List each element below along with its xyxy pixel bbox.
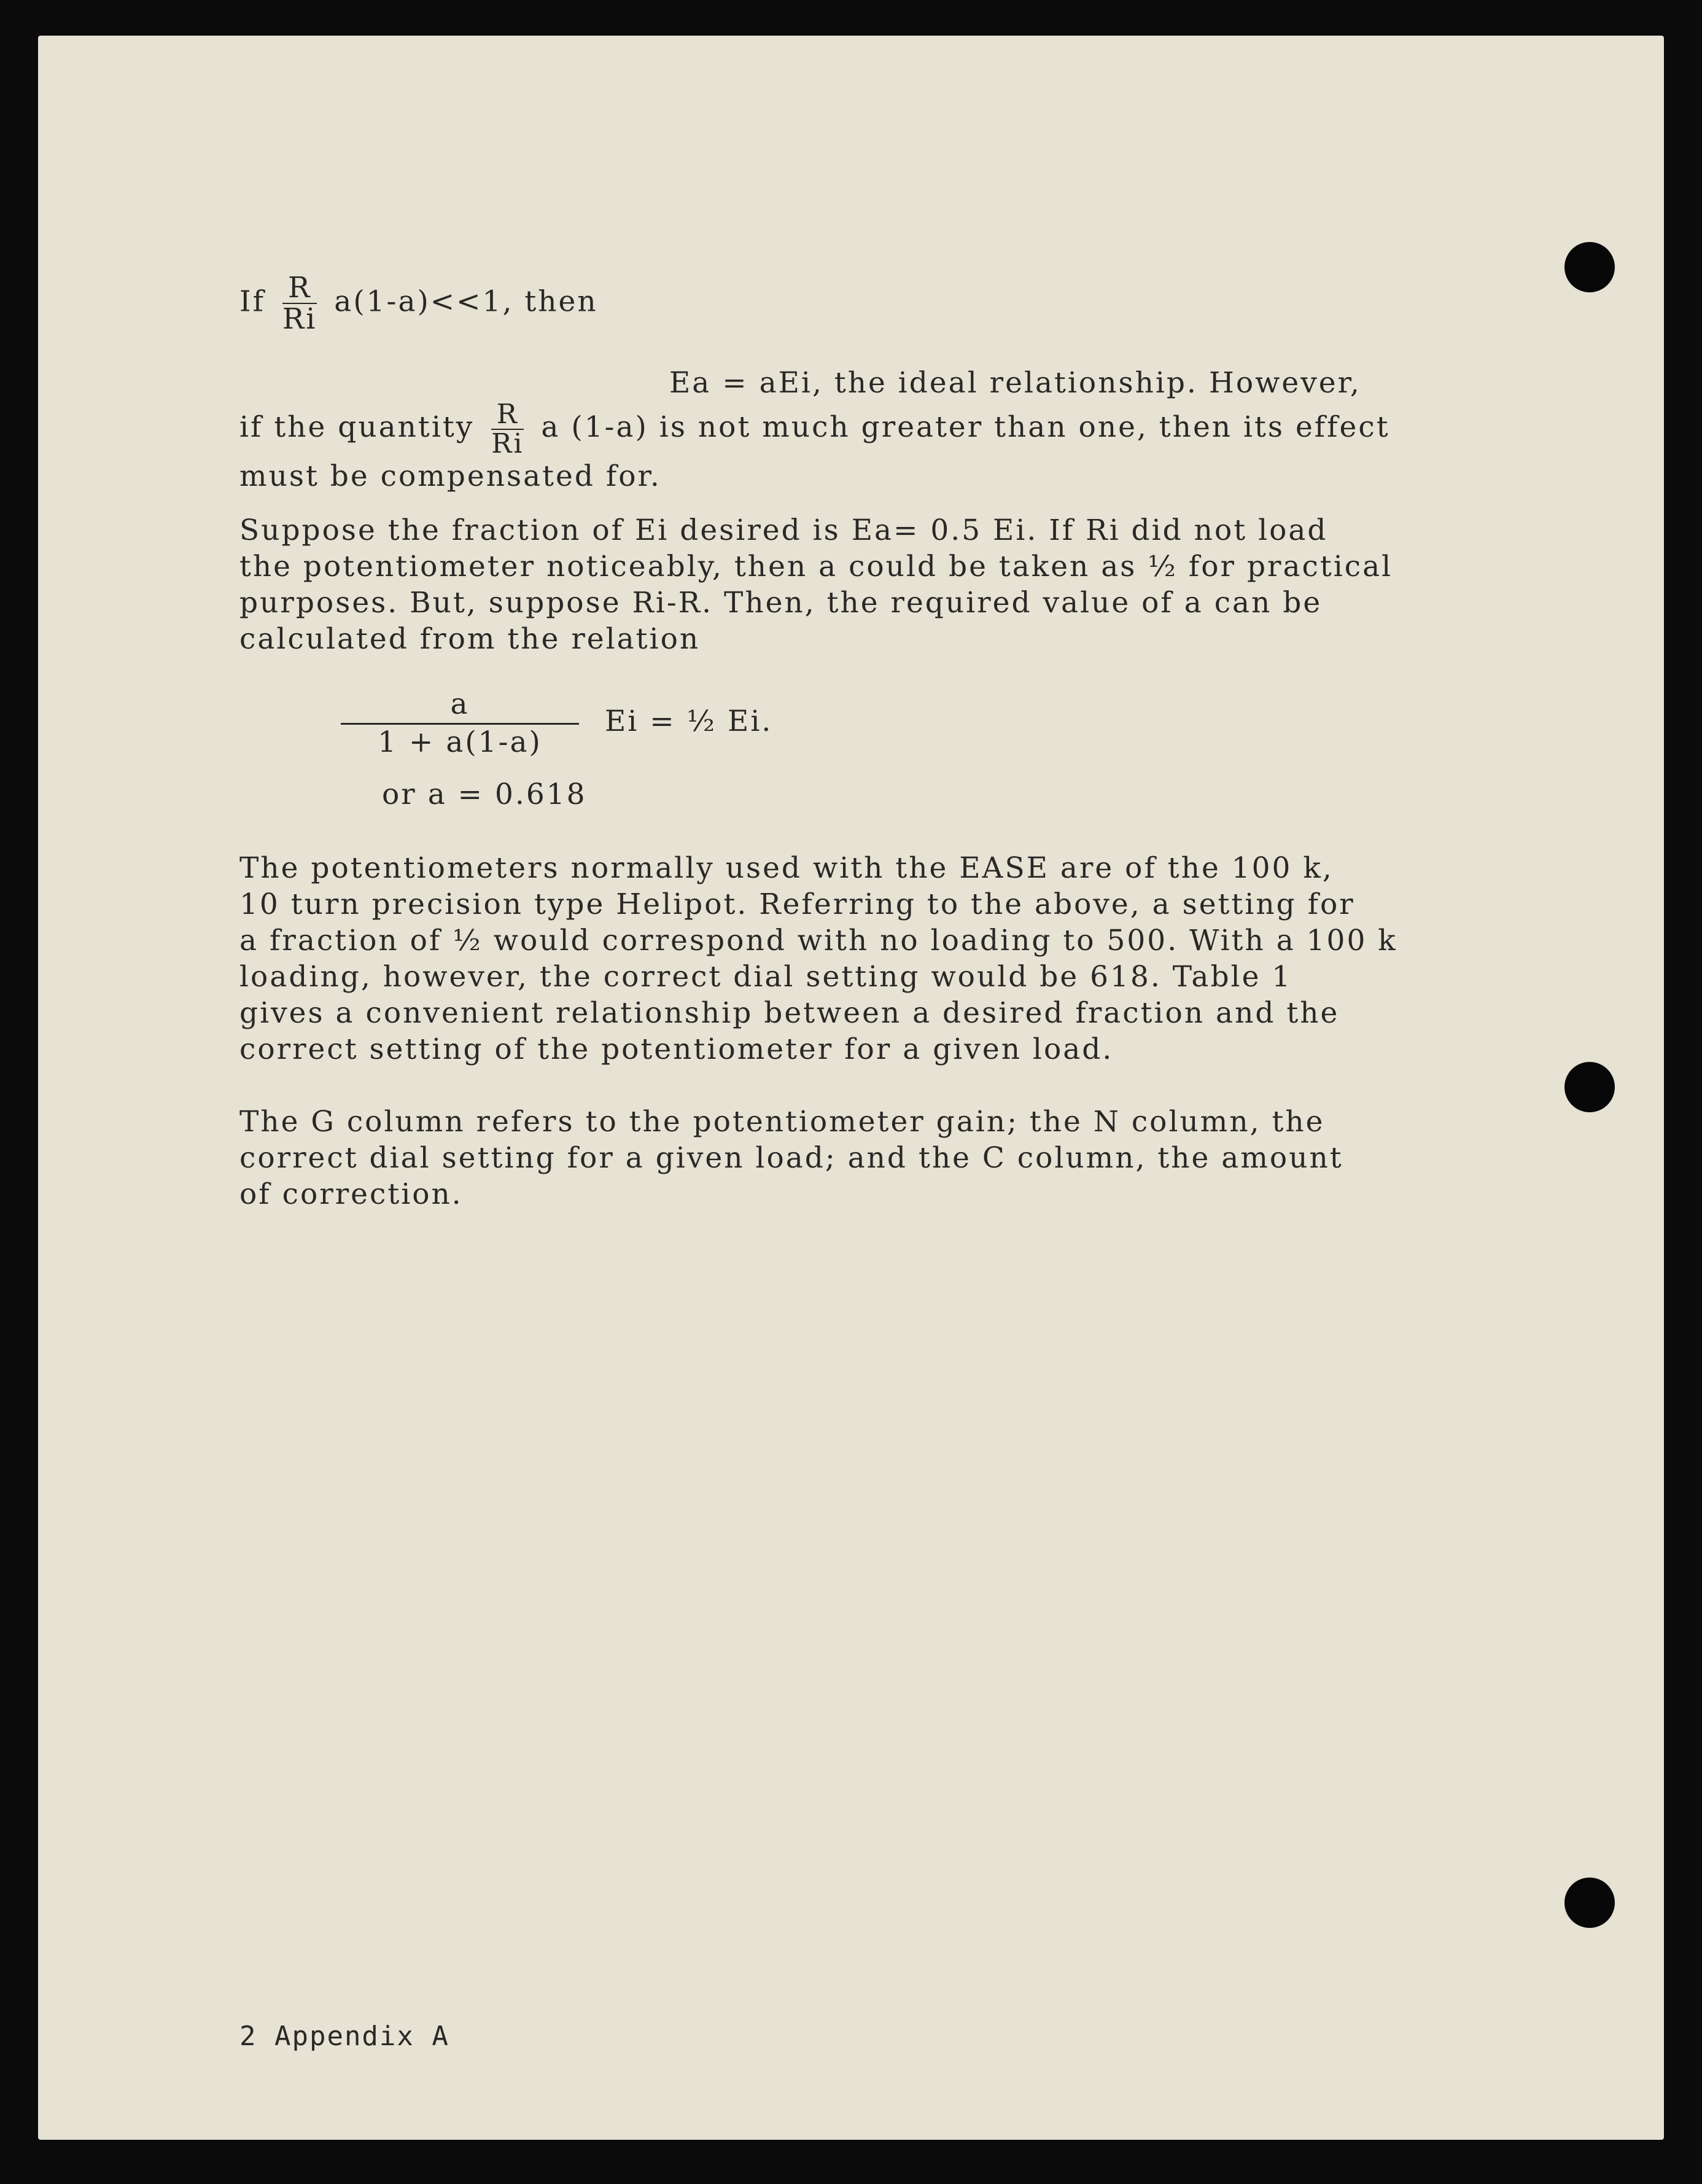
binder-hole-bottom	[1564, 1878, 1615, 1928]
paragraph-fraction	[239, 512, 1424, 657]
condition-relation: <<1, then	[430, 284, 598, 319]
text-line: Suppose the fraction of Ei desired is Ea= 0.5 Ei. If Ri did not load	[239, 513, 1328, 547]
text-line: purposes. But, suppose Ri-R. Then, the required value of a can be	[239, 586, 1323, 620]
text-segment: if the quantity	[239, 410, 475, 445]
text-line: calculated from the relation	[239, 622, 701, 656]
text-line	[239, 400, 1424, 458]
equation-fraction	[341, 689, 579, 758]
equation-numerator: a	[341, 689, 579, 725]
text-line: correct setting of the potentiometer for a given load.	[239, 1032, 1114, 1066]
equation-rhs: Ei = ½ Ei.	[604, 704, 773, 738]
fraction-denominator: Ri	[282, 302, 317, 337]
text-line: the potentiometer noticeably, then a could be taken as ½ for practical	[239, 550, 1393, 583]
binder-hole-middle	[1564, 1062, 1615, 1112]
paragraph-compensation	[239, 400, 1424, 494]
text-segment: a (1-a) is not much greater than one, then its effect	[541, 410, 1390, 445]
text-line: correct dial setting for a given load; and the C column, the amount	[239, 1141, 1343, 1175]
paragraph-potentiometers	[239, 850, 1424, 1067]
text-line: gives a convenient relationship between a desired fraction and the	[239, 996, 1340, 1030]
fraction-denominator: Ri	[491, 428, 524, 460]
equation	[341, 689, 772, 758]
equation-result: or a = 0.618	[382, 778, 587, 811]
page-footer: 2 Appendix A	[239, 2021, 449, 2052]
text-line: The G column refers to the potentiometer gain; the N column, the	[239, 1105, 1325, 1139]
ideal-relationship-line	[669, 365, 1702, 401]
fraction-numerator: R	[491, 400, 524, 430]
text-line: a fraction of ½ would correspond with no loading to 500. With a 100 k	[239, 924, 1397, 957]
equation-denominator: 1 + a(1-a)	[378, 725, 542, 760]
text-line: loading, however, the correct dial setting would be 618. Table 1	[239, 960, 1292, 994]
paragraph-columns	[239, 1104, 1424, 1212]
condition-expression: a(1-a)	[334, 284, 430, 319]
condition-fraction	[282, 273, 317, 335]
paper-sheet	[38, 36, 1664, 2140]
text-line: 10 turn precision type Helipot. Referring to the above, a setting for	[239, 887, 1355, 921]
quantity-fraction	[491, 400, 524, 458]
condition-prefix: If	[239, 284, 265, 319]
ideal-relationship-text: Ea = aEi, the ideal relationship. However,	[669, 366, 1361, 400]
text-line: The potentiometers normally used with the EASE are of the 100 k,	[239, 851, 1334, 885]
text-line: must be compensated for.	[239, 459, 661, 494]
binder-hole-top	[1564, 242, 1615, 292]
text-line: of correction.	[239, 1177, 463, 1211]
fraction-numerator: R	[282, 273, 317, 304]
condition-line	[239, 273, 1424, 335]
